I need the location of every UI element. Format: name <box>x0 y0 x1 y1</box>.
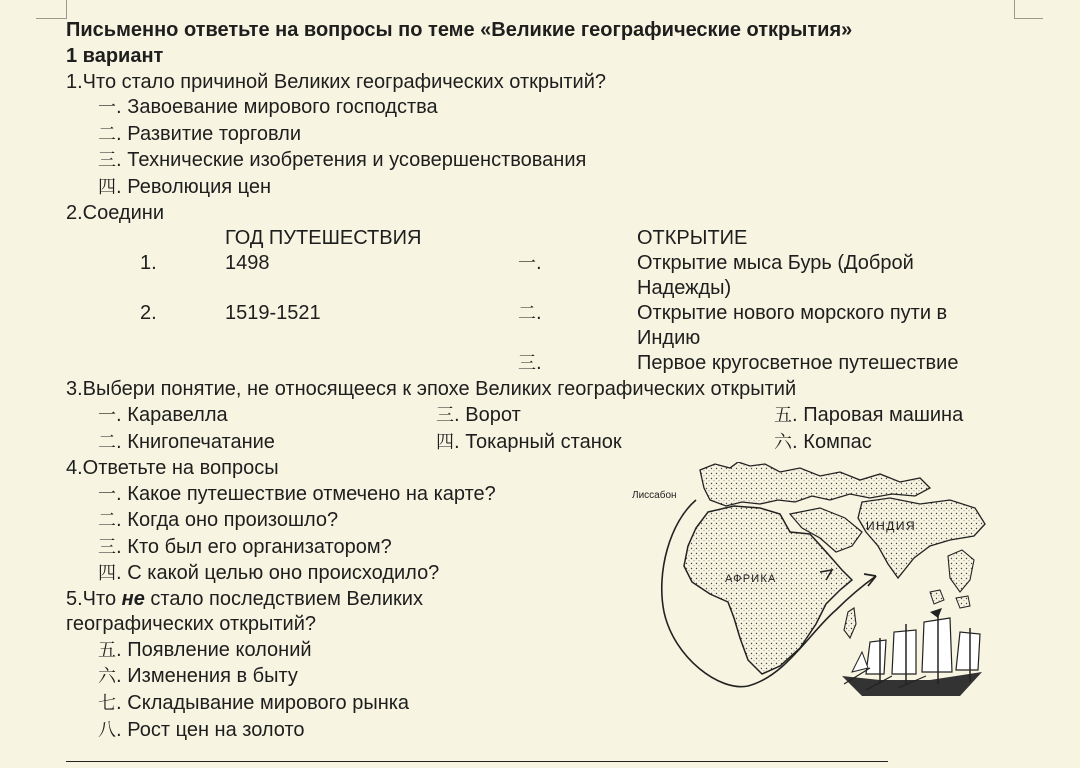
discovery-text: Открытие нового морского пути в <box>637 302 948 324</box>
worksheet-title: Письменно ответьте на вопросы по теме «Великие географические открытия» <box>66 19 853 41</box>
question-5-continued: географических открытий? <box>66 613 317 635</box>
option-marker: 二. <box>98 124 122 145</box>
q4-option: 四. С какой целью оно происходило? <box>98 562 440 584</box>
q1-option <box>98 94 438 121</box>
southeast-asia-landmass <box>948 550 974 592</box>
answer-line <box>66 761 888 762</box>
question-4: 4.Ответьте на вопросы <box>66 457 279 479</box>
match-row-number: 1. <box>140 252 157 274</box>
q1-option <box>98 121 301 148</box>
map-label-india: ИНДИЯ <box>866 519 917 533</box>
discovery-text: Индию <box>637 327 701 349</box>
option-text: Развитие торговли <box>127 123 302 145</box>
island <box>930 590 944 604</box>
q3-option: 四. Токарный станок <box>436 431 622 453</box>
discovery-text: Первое кругосветное путешествие <box>637 352 959 374</box>
madagascar-landmass <box>844 608 856 638</box>
q1-option <box>98 147 586 174</box>
ship-icon <box>842 608 982 696</box>
q3-option: 一. Каравелла <box>98 404 228 426</box>
option-marker: 三. <box>98 150 122 171</box>
q3-option: 三. Ворот <box>436 404 521 426</box>
discovery-text: Надежды) <box>637 277 732 299</box>
q3-option: 五. Паровая машина <box>774 404 964 426</box>
map-label-africa: АФРИКА <box>725 573 777 585</box>
column-header-year: ГОД ПУТЕШЕСТВИЯ <box>225 227 422 249</box>
discovery-marker: 三. <box>518 353 542 374</box>
variant-label: 1 вариант <box>66 45 164 67</box>
option-text: Революция цен <box>127 176 272 198</box>
question-1: 1.Что стало причиной Великих географических открытий? <box>66 71 606 93</box>
discovery-marker: 一. <box>518 253 542 274</box>
option-text: Завоевание мирового господства <box>127 96 438 118</box>
column-header-discovery: ОТКРЫТИЕ <box>637 227 748 249</box>
crop-mark-right <box>1014 0 1043 19</box>
match-row-year: 1498 <box>225 252 270 274</box>
q5-option: 五. Появление колоний <box>98 639 312 661</box>
map-label-lisbon: Лиссабон <box>632 490 677 501</box>
q5-option: 六. Изменения в быту <box>98 665 298 687</box>
match-row-year: 1519-1521 <box>225 302 321 324</box>
voyage-map <box>630 462 994 696</box>
q4-option: 一. Какое путешествие отмечено на карте? <box>98 483 496 505</box>
option-text: Технические изобретения и усовершенствования <box>127 149 587 171</box>
emphasis-not: не <box>121 588 145 610</box>
q1-option <box>98 174 271 201</box>
crop-mark-left <box>36 0 67 19</box>
question-3: 3.Выбери понятие, не относящееся к эпохе Великих географических открытий <box>66 378 797 400</box>
q3-option: 二. Книгопечатание <box>98 431 275 453</box>
island <box>956 596 970 608</box>
option-marker: 四. <box>98 177 122 198</box>
question-5: 5.Что не стало последствием Великих <box>66 588 423 610</box>
q4-option: 三. Кто был его организатором? <box>98 536 392 558</box>
discovery-marker: 二. <box>518 303 542 324</box>
q5-option: 七. Складывание мирового рынка <box>98 692 410 714</box>
match-row-number: 2. <box>140 302 157 324</box>
option-marker: 一. <box>98 97 122 118</box>
q3-option: 六. Компас <box>774 431 872 453</box>
q5-option: 八. Рост цен на золото <box>98 719 305 741</box>
question-2: 2.Соедини <box>66 202 164 224</box>
q4-option: 二. Когда оно произошло? <box>98 509 339 531</box>
discovery-text: Открытие мыса Бурь (Доброй <box>637 252 914 274</box>
